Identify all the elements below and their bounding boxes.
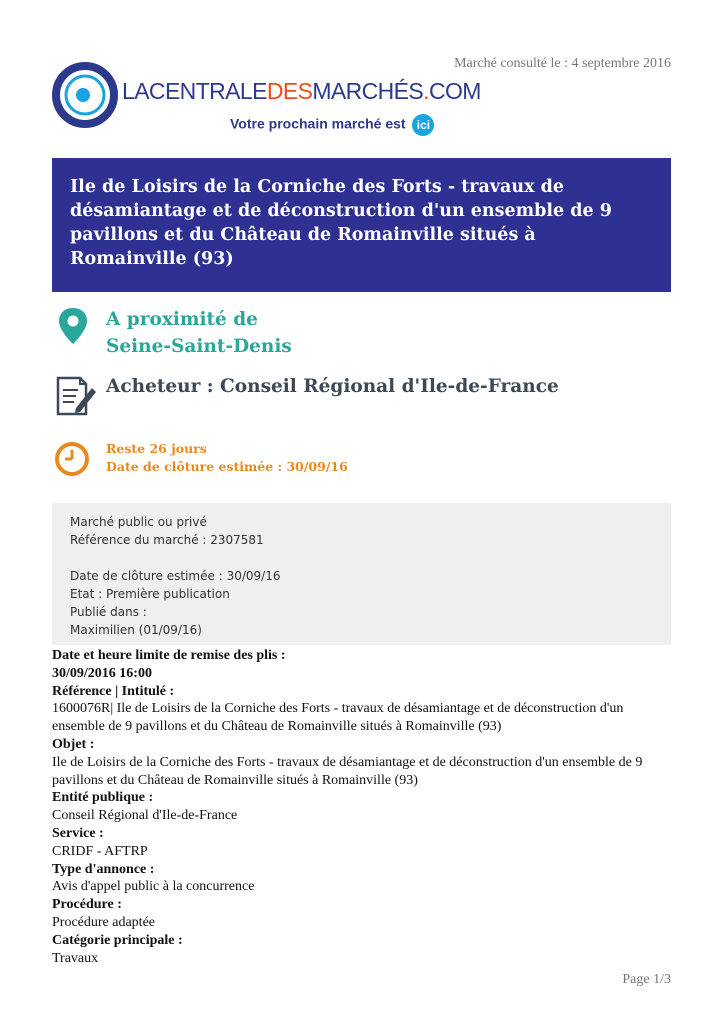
deadline-block bbox=[106, 440, 348, 476]
detail-label: Objet : bbox=[52, 736, 95, 752]
detail-value: Ile de Loisirs de la Corniche des Forts - travaux de désamiantage et de déconstruction d'un ensemble de 9 pavillons et du Château de Romainville situés à Romainville (93) bbox=[52, 754, 643, 788]
detail-label: Service : bbox=[52, 825, 104, 841]
detail-value: Conseil Régional d'Ile-de-France bbox=[52, 808, 238, 824]
detail-label: Date et heure limite de remise des plis : bbox=[52, 648, 286, 663]
published-in-value: Maximilien (01/09/16) bbox=[70, 623, 202, 637]
logo-ici-badge: ici bbox=[412, 114, 434, 136]
site-logo[interactable] bbox=[52, 62, 481, 152]
detail-label: Référence | Intitulé : bbox=[52, 683, 175, 699]
page-number: Page 1/3 bbox=[622, 972, 671, 987]
detail-value: Avis d'appel public à la concurrence bbox=[52, 879, 255, 895]
details-list bbox=[52, 647, 672, 967]
tender-title-banner bbox=[52, 158, 671, 292]
summary-closing: Date de clôture estimée : 30/09/16 bbox=[70, 569, 281, 583]
detail-label: Type d'annonce : bbox=[52, 861, 155, 877]
detail-label: Procédure : bbox=[52, 897, 122, 913]
logo-circle-icon bbox=[52, 62, 118, 128]
estimated-closing: Date de clôture estimée : 30/09/16 bbox=[106, 459, 348, 474]
clock-icon bbox=[54, 441, 90, 477]
tender-title: Ile de Loisirs de la Corniche des Forts - travaux de désamiantage et de déconstruction d'un ensemble de 9 pavillons et du Château de Romainville situés à Romainville (93) bbox=[70, 177, 612, 269]
document-edit-icon bbox=[54, 374, 98, 418]
detail-value: Procédure adaptée bbox=[52, 914, 155, 930]
published-in-label: Publié dans : bbox=[70, 605, 147, 619]
consulted-date: Marché consulté le : 4 septembre 2016 bbox=[454, 56, 671, 71]
days-remaining: Reste 26 jours bbox=[106, 441, 207, 456]
market-type: Marché public ou privé bbox=[70, 515, 207, 529]
buyer-heading: Acheteur : Conseil Régional d'Ile-de-France bbox=[106, 376, 559, 397]
map-pin-icon bbox=[56, 306, 90, 346]
detail-label: Entité publique : bbox=[52, 790, 154, 806]
market-reference: Référence du marché : 2307581 bbox=[70, 533, 264, 547]
logo-tagline: Votre prochain marché est ici bbox=[230, 114, 434, 136]
detail-value: CRIDF - AFTRP bbox=[52, 843, 148, 859]
location-block bbox=[106, 306, 292, 360]
detail-value: Travaux bbox=[52, 950, 99, 966]
detail-value: 1600076R| Ile de Loisirs de la Corniche des Forts - travaux de désamiantage et de déconstruction d'un ensemble de 9 pavillons et du Château de Romainville situés à Romainville (93) bbox=[52, 701, 624, 735]
summary-box bbox=[52, 503, 671, 645]
location-value: Seine-Saint-Denis bbox=[106, 336, 292, 357]
detail-value: 30/09/2016 16:00 bbox=[52, 665, 152, 681]
location-label: A proximité de bbox=[106, 309, 258, 330]
publication-state: Etat : Première publication bbox=[70, 587, 230, 601]
detail-label: Catégorie principale : bbox=[52, 932, 183, 948]
logo-wordmark: LACENTRALEDESMARCHÉS.COM bbox=[122, 78, 481, 104]
